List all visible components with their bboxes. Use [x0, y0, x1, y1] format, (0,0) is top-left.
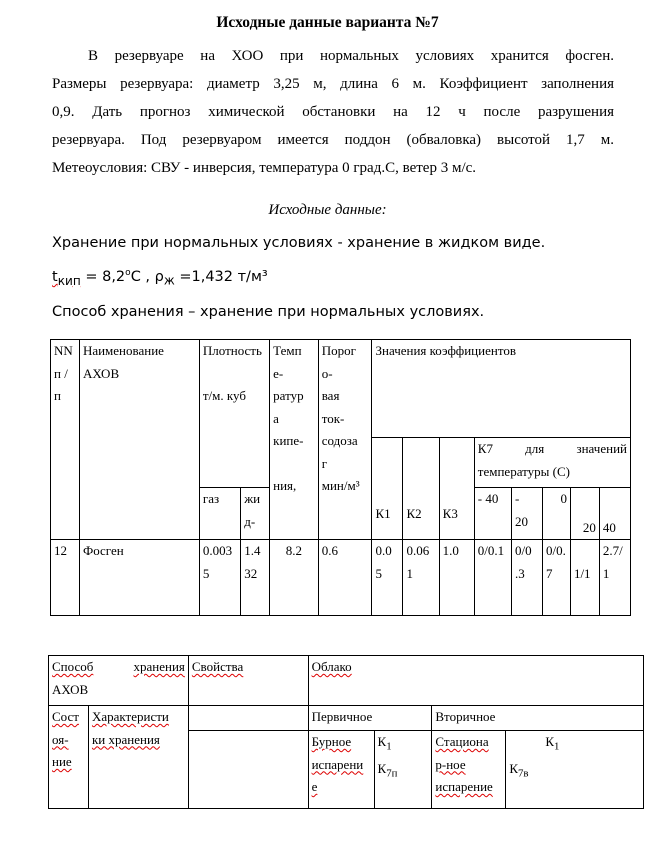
coefficients-table — [50, 339, 631, 616]
cell-temperature: 8.2 — [270, 540, 319, 616]
header-stationary-evaporation: Стациона р-ное испарение — [432, 731, 506, 809]
header-k3: К3 — [439, 438, 474, 540]
cell-threshold: 0.6 — [318, 540, 372, 616]
header-k2: К2 — [403, 438, 439, 540]
section-subtitle: Исходные данные: — [268, 202, 387, 218]
document-title: Исходные данные варианта №7 — [216, 14, 439, 31]
cell-k7-minus20: 0/0 .3 — [512, 540, 543, 616]
cell-name: Фосген — [79, 540, 199, 616]
header-temperature: Темп е- ратур а кипе- ния, — [270, 340, 319, 540]
problem-paragraph — [52, 42, 614, 182]
header-secondary: Вторичное — [432, 706, 644, 731]
header-secondary-coefs: $К_1$ $К_{7в}$ — [506, 731, 644, 809]
storage-line: Хранение при нормальных условиях - хранение в жидком виде. — [52, 235, 546, 251]
cell-nn: 12 — [51, 540, 80, 616]
header-density: Плотность т/м. куб — [199, 340, 269, 488]
header-t-20: 20 — [570, 488, 599, 540]
header-primary: Первичное — [308, 706, 432, 731]
paragraph-line: Размеры резервуара: диаметр 3,25 м, длина 6 м. Коэффициент заполнения — [52, 76, 614, 92]
t-symbol: $t_{кип}$ — [52, 268, 81, 288]
header-gas: газ — [199, 488, 240, 540]
header-k1: К1 — [372, 438, 403, 540]
header-name: Наименование АХОВ — [79, 340, 199, 540]
header-t-minus40: - 40 — [474, 488, 511, 540]
header-liquid: жи д- — [241, 488, 270, 540]
header-properties: Свойства — [188, 656, 308, 706]
header-boiling-evaporation: Бурное испарени е — [308, 731, 374, 809]
header-nn: NN п / п — [51, 340, 80, 540]
cell-k7-0: 0/0. 7 — [543, 540, 571, 616]
table-row — [51, 540, 631, 616]
boiling-line: $t_{кип} = 8,2^оС$ , $\rho_ж =1,432$ т/м³ — [52, 268, 268, 288]
header-storage-method: Способ хранения АХОВ — [49, 656, 189, 706]
cell-liquid: 1.4 32 — [241, 540, 270, 616]
properties-value — [188, 731, 308, 809]
header-t-40: 40 — [599, 488, 630, 540]
header-coefficients: Значения коэффициентов — [372, 340, 631, 438]
cell-k3: 1.0 — [439, 540, 474, 616]
cell-k7-20: 1/1 — [570, 540, 599, 616]
cell-k1: 0.0 5 — [372, 540, 403, 616]
cell-k7-minus40: 0/0.1 — [474, 540, 511, 616]
cell-k7-40: 2.7/ 1 — [599, 540, 630, 616]
paragraph-line: 0,9. Дать прогноз химической обстановки на 12 ч после разрушения — [52, 104, 614, 120]
storage-properties-table — [48, 655, 644, 809]
header-k7: К7 для значений температуры (С) — [474, 438, 630, 488]
paragraph-line: В резервуаре на ХОО при нормальных условиях хранится фосген. — [88, 48, 614, 64]
paragraph-line: резервуара. Под резервуаром имеется поддон (обваловка) высотой 1,7 м. — [52, 132, 614, 148]
properties-empty — [188, 706, 308, 731]
header-cloud: Облако — [308, 656, 643, 706]
header-characteristics: Характеристи ки хранения — [88, 706, 188, 809]
cell-gas: 0.003 5 — [199, 540, 240, 616]
method-line: Способ хранения – хранение при нормальных условиях. — [52, 304, 485, 320]
header-threshold: Порог о- вая ток- содоза г мин/м³ — [318, 340, 372, 540]
header-primary-coefs: $К_1$ $К_{7п}$ — [374, 731, 432, 809]
cell-k2: 0.06 1 — [403, 540, 439, 616]
paragraph-line: Метеоусловия: СВУ - инверсия, температура 0 град.С, ветер 3 м/с. — [52, 160, 477, 176]
header-t-0: 0 — [543, 488, 571, 540]
header-state: Сост оя- ние — [49, 706, 89, 809]
header-t-minus20: - 20 — [512, 488, 543, 540]
